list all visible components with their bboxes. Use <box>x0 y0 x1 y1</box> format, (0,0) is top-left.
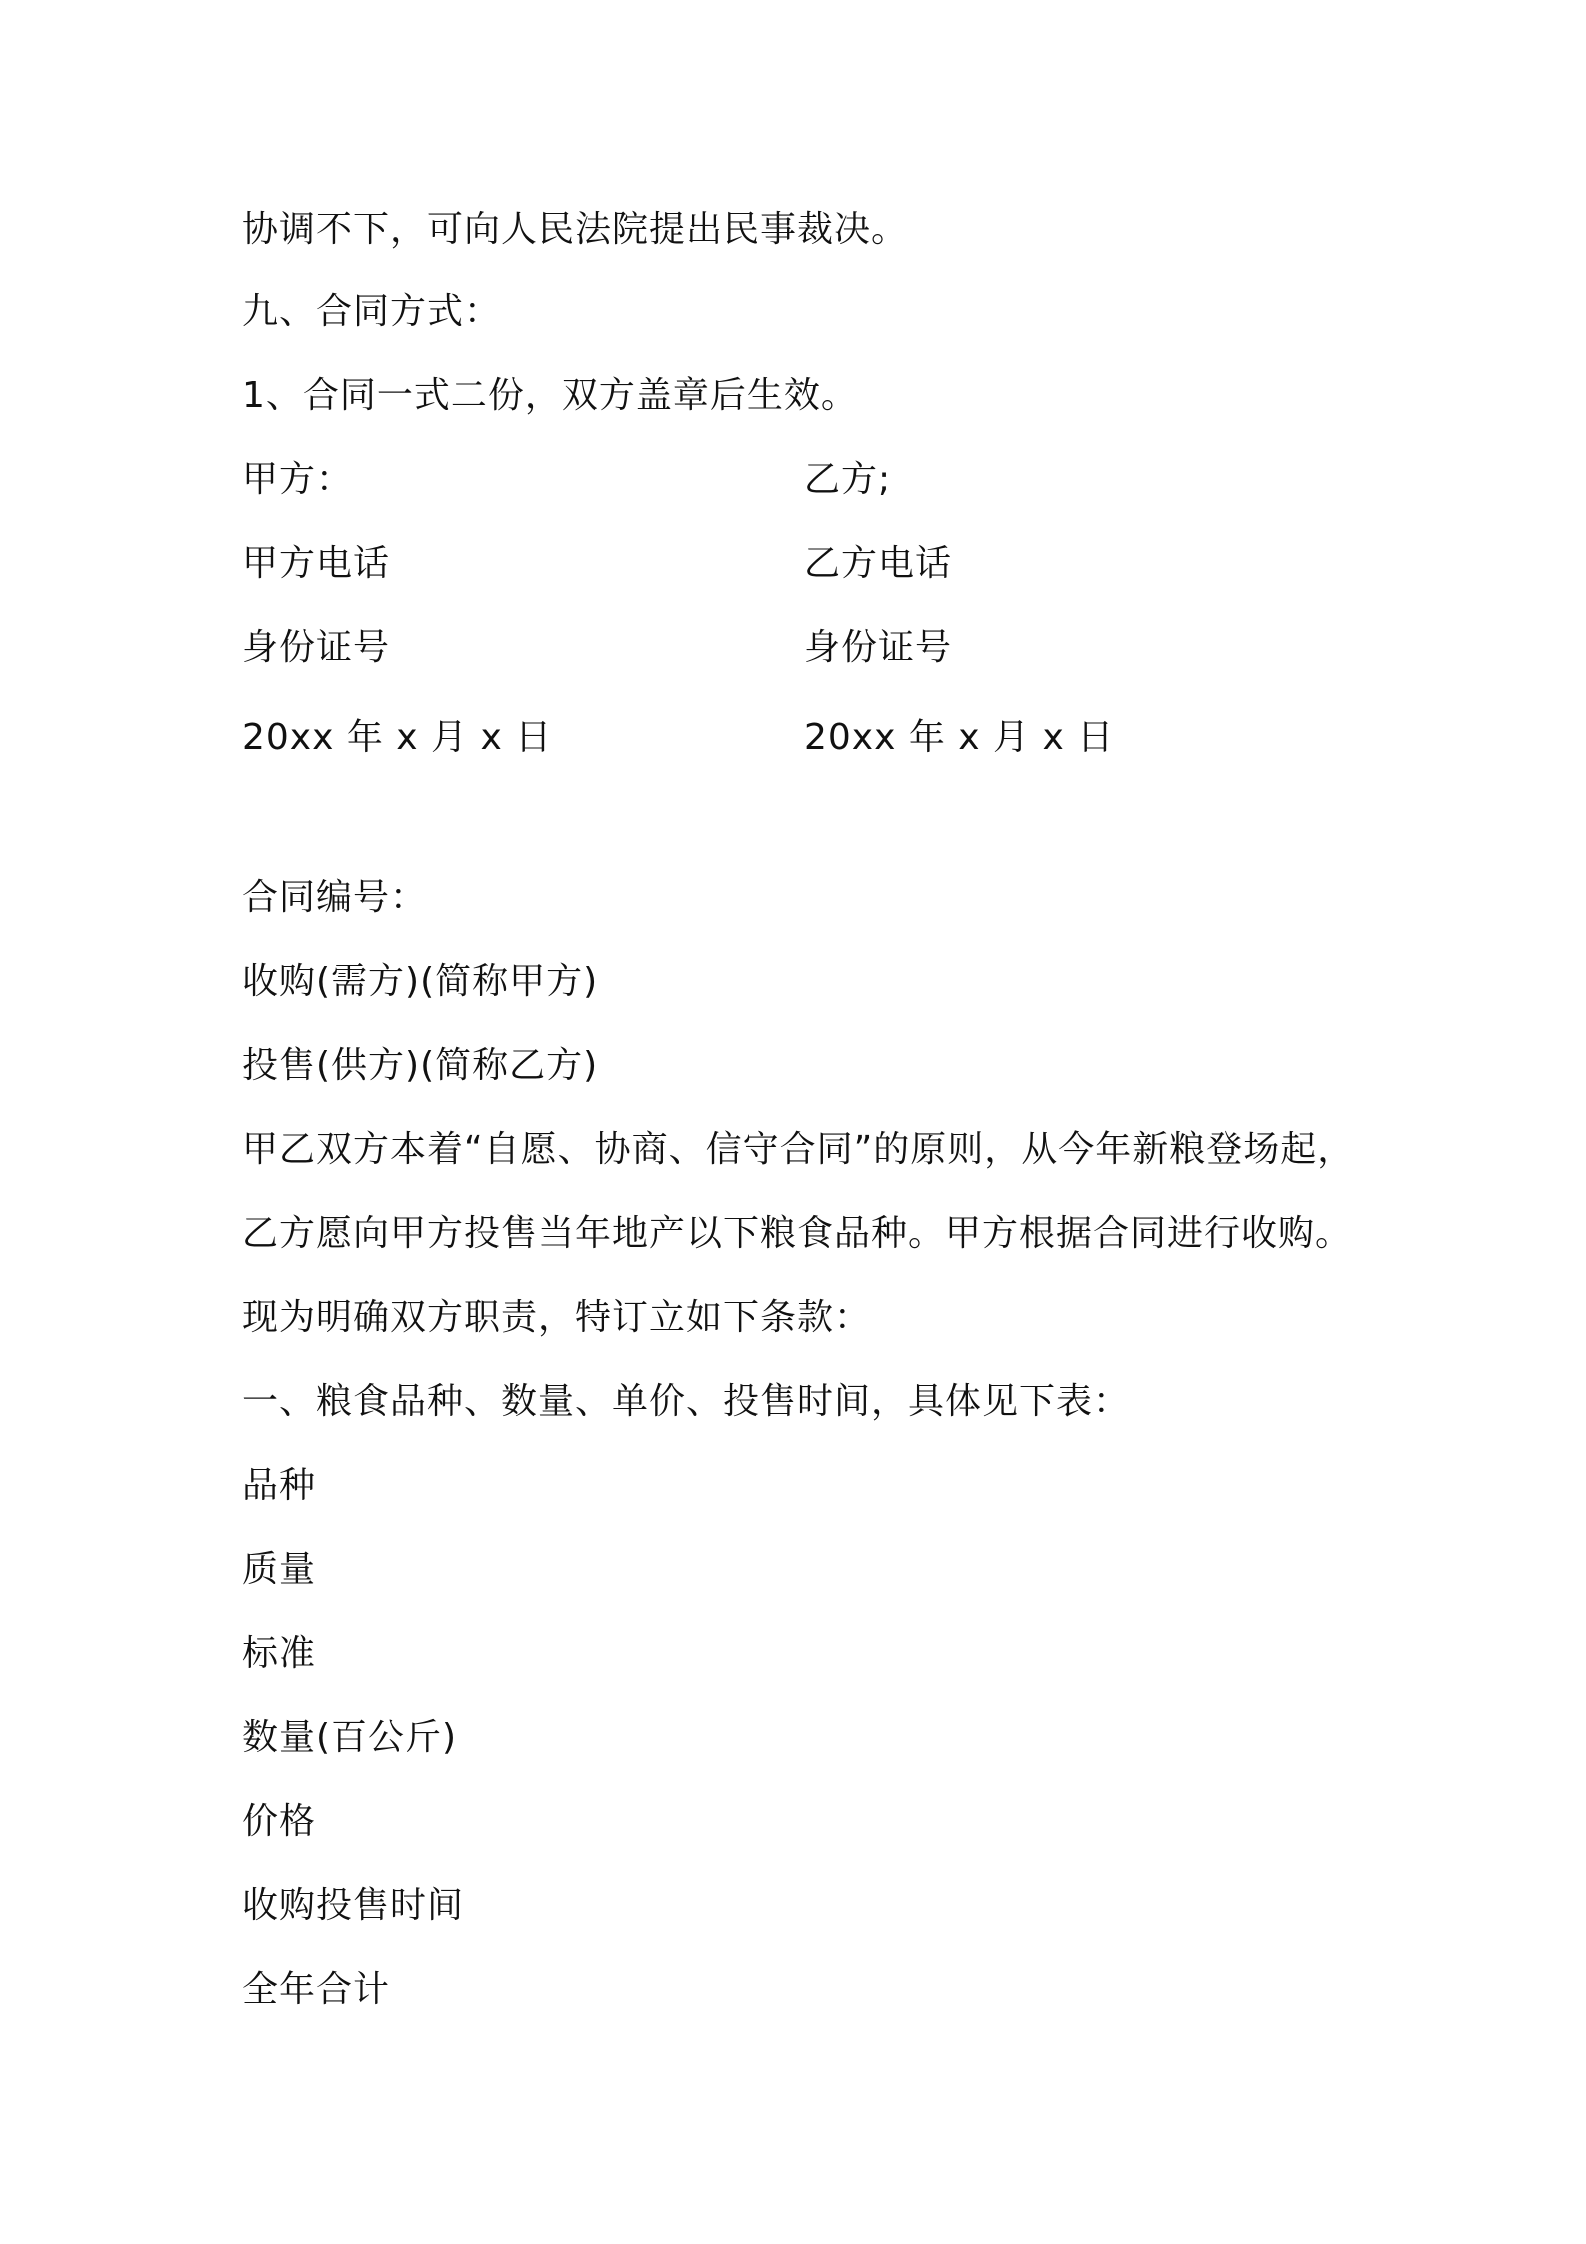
table-field-quality: 质量 <box>242 1549 317 1590</box>
preamble-line-2: 乙方愿向甲方投售当年地产以下粮食品种。甲方根据合同进行收购。 <box>242 1213 1353 1254</box>
contract-number-label: 合同编号： <box>242 877 428 918</box>
section-1-heading: 一、粮食品种、数量、单价、投售时间，具体见下表： <box>242 1381 1131 1422</box>
section-9-heading: 九、合同方式： <box>242 291 502 332</box>
buyer-line: 收购(需方)(简称甲方) <box>242 961 599 1002</box>
party-a-phone-label: 甲方电话 <box>242 543 391 584</box>
preamble-line-3: 现为明确双方职责，特订立如下条款： <box>242 1297 872 1338</box>
party-a-id-label: 身份证号 <box>242 627 391 668</box>
party-b-id-label: 身份证号 <box>804 627 953 668</box>
seller-line: 投售(供方)(简称乙方) <box>242 1045 599 1086</box>
table-field-price: 价格 <box>242 1801 317 1842</box>
table-field-purchase-time: 收购投售时间 <box>242 1885 465 1926</box>
table-field-variety: 品种 <box>242 1465 317 1506</box>
party-b-date: 20xx 年 x 月 x 日 <box>804 717 1115 758</box>
section-9-item-1: 1、合同一式二份，双方盖章后生效。 <box>242 375 858 416</box>
party-a-label: 甲方： <box>242 459 354 500</box>
intro-continuation-text: 协调不下，可向人民法院提出民事裁决。 <box>242 209 909 250</box>
table-field-standard: 标准 <box>242 1633 317 1674</box>
preamble-line-1: 甲乙双方本着“自愿、协商、信守合同”的原则，从今年新粮登场起， <box>242 1129 1355 1170</box>
party-a-date: 20xx 年 x 月 x 日 <box>242 717 553 758</box>
party-b-phone-label: 乙方电话 <box>804 543 953 584</box>
table-field-quantity: 数量(百公斤) <box>242 1717 458 1758</box>
party-b-label: 乙方; <box>804 459 892 500</box>
table-field-annual-total: 全年合计 <box>242 1969 391 2010</box>
